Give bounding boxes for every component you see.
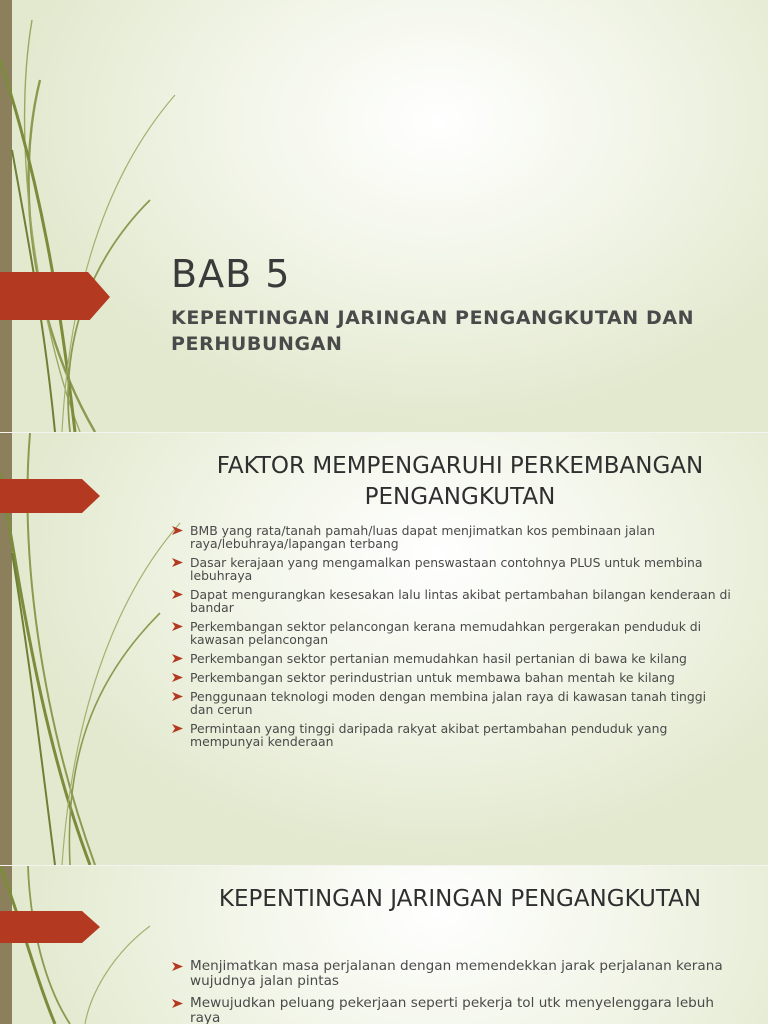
arrow-bullet-icon <box>172 673 183 682</box>
arrow-tag <box>0 272 110 320</box>
arrow-bullet-icon <box>172 590 183 599</box>
list-item: Perkembangan sektor pertanian memudahkan hasil pertanian di bawa ke kilang <box>172 652 732 665</box>
list-item: Perkembangan sektor pelancongan kerana memudahkan pergerakan penduduk di kawasan pelancongan <box>172 620 732 646</box>
content-slide-factors <box>0 433 768 865</box>
arrow-bullet-icon <box>172 724 183 733</box>
arrow-bullet-icon <box>172 526 183 535</box>
list-item: Menjimatkan masa perjalanan dengan memendekkan jarak perjalanan kerana wujudnya jalan pintas <box>172 959 732 989</box>
arrow-tag <box>0 479 100 513</box>
bullet-list <box>172 959 732 1024</box>
list-item: Dasar kerajaan yang mengamalkan penswastaan contohnya PLUS untuk membina lebuhraya <box>172 556 732 582</box>
list-item: Permintaan yang tinggi daripada rakyat akibat pertambahan penduduk yang mempunyai kenderaan <box>172 722 732 748</box>
arrow-bullet-icon <box>172 622 183 631</box>
title-slide <box>0 0 768 432</box>
slide-subtitle: KEPENTINGAN JARINGAN PENGANGKUTAN DAN PERHUBUNGAN <box>171 307 695 355</box>
slide-title: BAB 5 <box>171 252 291 296</box>
arrow-bullet-icon <box>172 654 183 663</box>
arrow-tag <box>0 911 100 943</box>
arrow-bullet-icon <box>172 558 183 567</box>
arrow-bullet-icon <box>172 692 183 701</box>
slide-heading: FAKTOR MEMPENGARUHI PERKEMBANGAN PENGANGKUTAN <box>216 453 704 510</box>
arrow-bullet-icon <box>172 999 183 1008</box>
bullet-list <box>172 524 732 754</box>
list-item: Penggunaan teknologi moden dengan membina jalan raya di kawasan tanah tinggi dan cerun <box>172 690 732 716</box>
arrow-bullet-icon <box>172 962 183 971</box>
list-item: Mewujudkan peluang pekerjaan seperti pekerja tol utk menyelenggara lebuh raya <box>172 996 732 1024</box>
list-item: BMB yang rata/tanah pamah/luas dapat menjimatkan kos pembinaan jalan raya/lebuhraya/lapangan terbang <box>172 524 732 550</box>
content-slide-importance <box>0 866 768 1024</box>
list-item: Perkembangan sektor perindustrian untuk membawa bahan mentah ke kilang <box>172 671 732 684</box>
list-item: Dapat mengurangkan kesesakan lalu lintas akibat pertambahan bilangan kenderaan di bandar <box>172 588 732 614</box>
decorative-swoosh <box>0 0 200 432</box>
slide-heading: KEPENTINGAN JARINGAN PENGANGKUTAN <box>218 886 702 912</box>
